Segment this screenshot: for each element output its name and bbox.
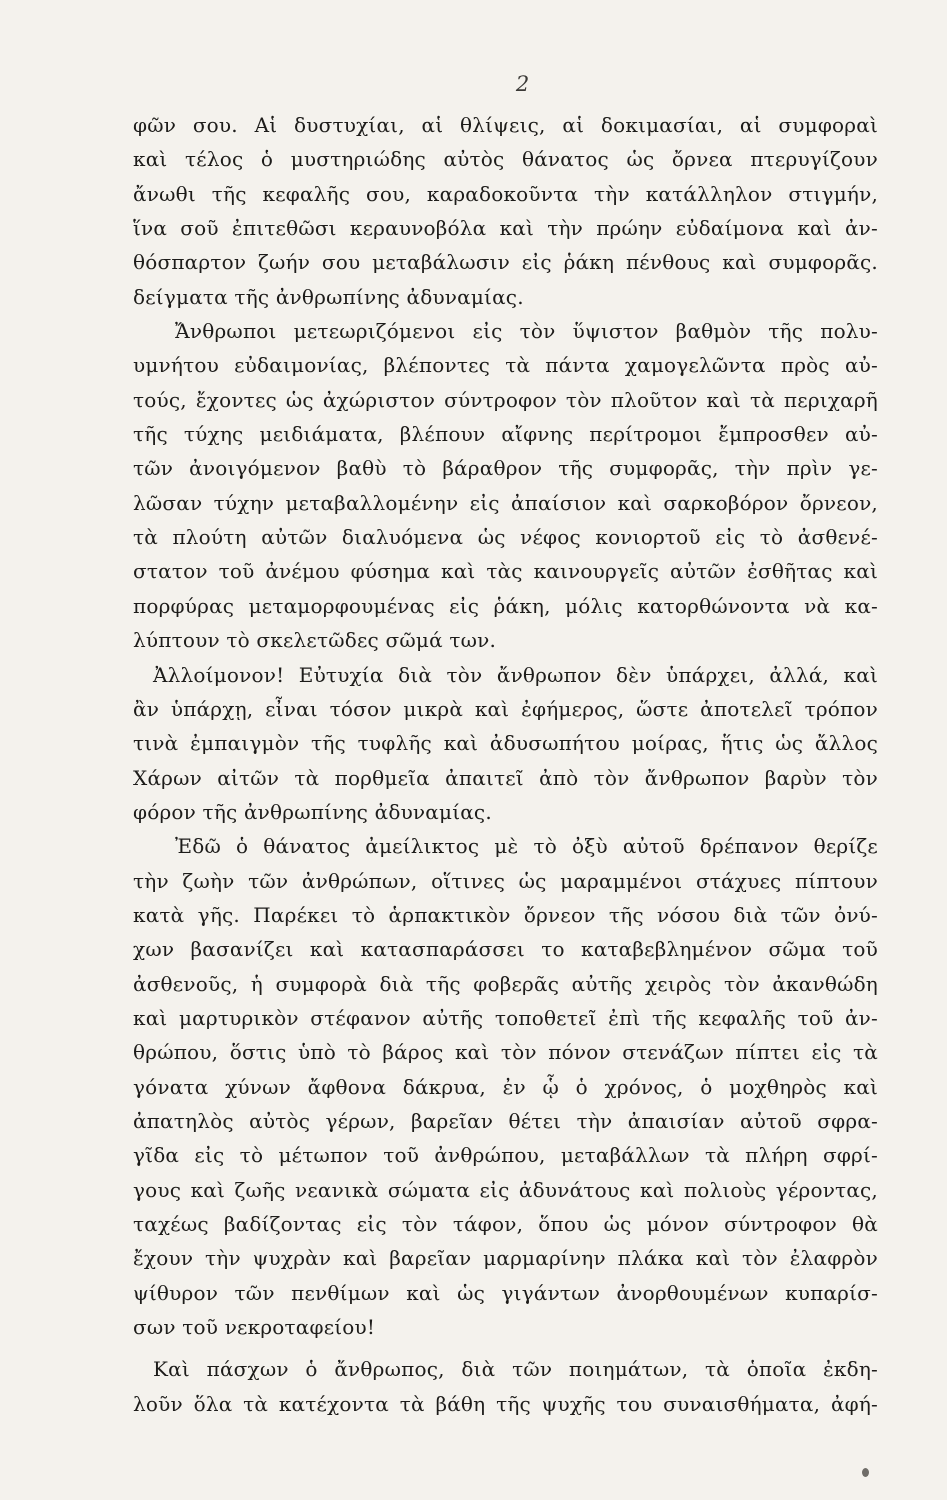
text-line: λύπτουν τὸ σκελετῶδες σῶμά των. [133,628,497,653]
text-line: τῆς τύχης μειδιάματα, βλέπουν αἴφνης περίτρομοι ἔμπροσθεν αὐ- [133,422,878,447]
text-line: Ἐδῶ ὁ θάνατος ἀμείλικτος μὲ τὸ ὀξὺ αὐτοῦ δρέπανον θερίζε [175,834,878,859]
body-text [133,108,878,1421]
text-line: δείγματα τῆς ἀνθρωπίνης ἀδυναμίας. [133,284,524,309]
text-line: τὰ πλούτη αὐτῶν διαλυόμενα ὡς νέφος κονιορτοῦ εἰς τὸ ἀσθενέ- [133,525,878,550]
text-line: ἀπατηλὸς αὐτὸς γέρων, βαρεῖαν θέτει τὴν ἀπαισίαν αὐτοῦ σφρα- [133,1108,878,1133]
text-line: σων τοῦ νεκροταφείου! [133,1315,376,1340]
text-line: λῶσαν τύχην μεταβαλλομένην εἰς ἀπαίσιον καὶ σαρκοβόρον ὄρνεον, [133,490,878,515]
text-line: φῶν σου. Αἱ δυστυχίαι, αἱ θλίψεις, αἱ δοκιμασίαι, αἱ συμφοραὶ [133,113,878,137]
text-line: γους καὶ ζωῆς νεανικὰ σώματα εἰς ἀδυνάτους καὶ πολιοὺς γέροντας, [133,1177,878,1202]
text-line: ταχέως βαδίζοντας εἰς τὸν τάφον, ὅπου ὡς μόνον σύντροφον θὰ [133,1212,878,1236]
text-line: θρώπου, ὅστις ὑπὸ τὸ βάρος καὶ τὸν πόνον στενάζων πίπτει εἰς τὰ [133,1040,878,1065]
text-line: γόνατα χύνων ἄφθονα δάκρυα, ἐν ᾧ ὁ χρόνος, ὁ μοχθηρὸς καὶ [133,1074,878,1099]
text-line: ἂν ὑπάρχῃ, εἶναι τόσον μικρὰ καὶ ἐφήμερος, ὥστε ἀποτελεῖ τρόπον [133,696,878,721]
text-line: ἄνωθι τῆς κεφαλῆς σου, καραδοκοῦντα τὴν κατάλληλον στιγμήν, [133,181,878,206]
text-line: Καὶ πάσχων ὁ ἄνθρωπος, διὰ τῶν ποιημάτων, τὰ ὁποῖα ἐκδη- [153,1357,878,1382]
text-line: Χάρων αἰτῶν τὰ πορθμεῖα ἀπαιτεῖ ἀπὸ τὸν ἄνθρωπον βαρὺν τὸν [133,765,878,790]
text-line: ἔχουν τὴν ψυχρὰν καὶ βαρεῖαν μαρμαρίνην πλάκα καὶ τὸν ἐλαφρὸν [133,1246,878,1271]
text-line: πορφύρας μεταμορφουμένας εἰς ῥάκη, μόλις κατορθώνοντα νὰ κα- [133,593,878,618]
text-line: ἵνα σοῦ ἐπιτεθῶσι κεραυνοβόλα καὶ τὴν πρώην εὐδαίμονα καὶ ἀν- [133,216,878,241]
text-line: καὶ τέλος ὁ μυστηριώδης αὐτὸς θάνατος ὡς ὄρνεα πτερυγίζουν [133,147,878,172]
text-line: τὴν ζωὴν τῶν ἀνθρώπων, οἵτινες ὡς μαραμμένοι στάχυες πίπτουν [133,868,878,893]
text-line: λοῦν ὅλα τὰ κατέχοντα τὰ βάθη τῆς ψυχῆς του συναισθήματα, ἀφή- [133,1391,878,1416]
text-line: ψίθυρον τῶν πενθίμων καὶ ὡς γιγάντων ἀνορθουμένων κυπαρίσ- [133,1280,878,1305]
text-line: χων βασανίζει καὶ κατασπαράσσει το καταβεβλημένον σῶμα τοῦ [133,937,878,962]
text-line: τούς, ἔχοντες ὡς ἀχώριστον σύντροφον τὸν πλοῦτον καὶ τὰ περιχαρῆ [133,387,878,412]
text-line: φόρον τῆς ἀνθρωπίνης ἀδυναμίας. [133,799,492,824]
text-line: Ἀλλοίμονον! Εὐτυχία διὰ τὸν ἄνθρωπον δὲν ὑπάρχει, ἀλλά, καὶ [153,662,878,687]
page-number: 2 [515,72,530,96]
text-line: θόσπαρτον ζωήν σου μεταβάλωσιν εἰς ῥάκη πένθους καὶ συμφορᾶς. [133,250,878,275]
text-line: υμνήτου εὐδαιμονίας, βλέποντες τὰ πάντα χαμογελῶντα πρὸς αὐ- [133,353,878,378]
text-line: ἀσθενοῦς, ἡ συμφορὰ διὰ τῆς φοβερᾶς αὐτῆς χειρὸς τὸν ἀκανθώδη [133,971,878,996]
ink-speck [862,1468,869,1477]
text-line: καὶ μαρτυρικὸν στέφανον αὐτῆς τοποθετεῖ ἐπὶ τῆς κεφαλῆς τοῦ ἀν- [133,1005,878,1030]
paragraph-gap [133,1344,878,1352]
text-line: Ἄνθρωποι μετεωριζόμενοι εἰς τὸν ὕψιστον βαθμὸν τῆς πολυ- [175,319,878,344]
text-line: τινὰ ἐμπαιγμὸν τῆς τυφλῆς καὶ ἀδυσωπήτου μοίρας, ἥτις ὡς ἄλλος [133,731,878,756]
text-line: κατὰ γῆς. Παρέκει τὸ ἁρπακτικὸν ὄρνεον τῆς νόσου διὰ τῶν ὀνύ- [133,902,878,927]
text-line: τῶν ἀνοιγόμενον βαθὺ τὸ βάραθρον τῆς συμφορᾶς, τὴν πρὶν γε- [133,456,878,481]
text-line: γῖδα εἰς τὸ μέτωπον τοῦ ἀνθρώπου, μεταβάλλων τὰ πλήρη σφρί- [133,1143,878,1168]
text-line: στατον τοῦ ἀνέμου φύσημα καὶ τὰς καινουργεῖς αὐτῶν ἐσθῆτας καὶ [133,559,878,584]
